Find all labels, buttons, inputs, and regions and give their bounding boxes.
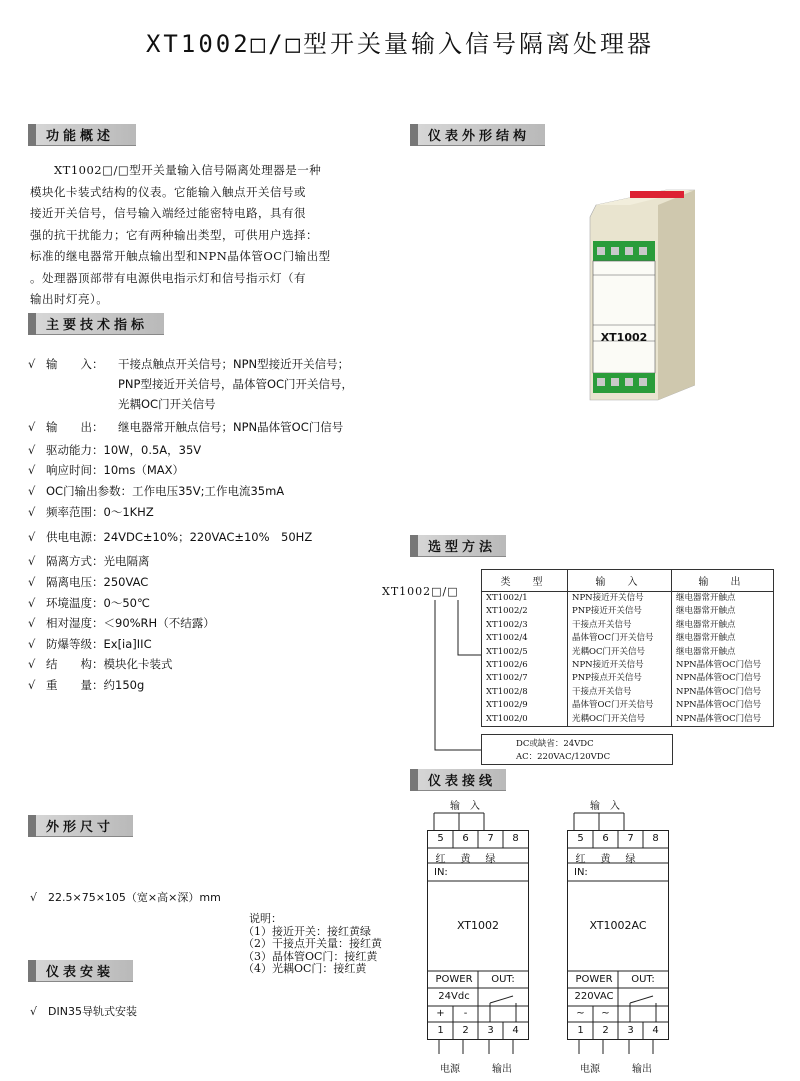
- wiring-left-input-label: 输 入: [450, 801, 480, 812]
- section-wiring: [410, 769, 506, 791]
- section-specs: [28, 313, 164, 335]
- note-item: （4）光耦OC门：接红黄: [243, 962, 367, 975]
- section-dimensions-label: 外形尺寸: [46, 820, 115, 835]
- section-selection-label: 选型方法: [428, 540, 497, 555]
- overview-line: 标准的继电器常开触点输出型和NPN晶体管OC门输出型: [30, 249, 331, 263]
- overview-line: XT1002□/□型开关量输入信号隔离处理器是一种: [54, 163, 322, 177]
- wiring-right-output-text: 输出: [632, 1064, 652, 1075]
- wiring-right-input-label: 输 入: [590, 801, 620, 812]
- spec-item: √ 频率范围：0～1KHZ: [28, 505, 154, 519]
- wiring-left-output-text: 输出: [492, 1064, 512, 1075]
- indicator-led: [630, 191, 684, 198]
- wiring-notes: [243, 913, 382, 976]
- device-illustration: [570, 185, 695, 415]
- spec-item: √ 输 出： 继电器常开触点信号；NPN晶体管OC门信号: [28, 420, 344, 434]
- overview-line: 接近开关信号，信号输入端经过能密特电路，具有很: [30, 206, 306, 220]
- spec-item: √ 重 量：约150g: [28, 678, 145, 692]
- device-label-plate: [593, 261, 655, 373]
- section-appearance-label: 仪表外形结构: [428, 129, 531, 144]
- spec-item: √ 供电电源：24VDC±10%；220VAC±10% 50HZ: [28, 530, 313, 544]
- model-code: XT1002□/□: [382, 585, 459, 598]
- overview-line: 。处理器顶部带有电源供电指示灯和信号指示灯（有: [30, 270, 306, 285]
- section-appearance: [410, 124, 545, 146]
- install-text: DIN35导轨式安装: [48, 1005, 137, 1018]
- wiring-right-power-text: 电源: [580, 1064, 600, 1075]
- overview-line: 模块化卡装式结构的仪表。它能输入触点开关信号或: [30, 184, 306, 199]
- section-dimensions: [28, 815, 133, 837]
- note-item: （2）干接点开关量：接红黄: [243, 937, 382, 950]
- spec-item: 光耦OC门开关信号: [118, 397, 216, 411]
- overview-line: 输出时灯亮）。: [30, 292, 109, 306]
- device-model-label: XT1002: [600, 331, 648, 344]
- spec-item: √ 输 入： 干接点触点开关信号；NPN型接近开关信号；: [28, 357, 350, 371]
- dimension-text: 22.5×75×105（宽×高×深）mm: [48, 891, 221, 904]
- section-install: [28, 960, 133, 982]
- overview-paragraph: [30, 160, 380, 311]
- model-input-column: NPN接近开关信号 PNP接近开关信号 干接点开关信号 晶体管OC门开关信号 光耦OC门开关信号 NPN接近开关信号 PNP接点开关信号 干接点开关信号 晶体管OC门开关信号 光耦OC门开关信号: [568, 592, 672, 727]
- section-selection: [410, 535, 506, 557]
- wiring-left-module: 5 6 7 8 红 黄 绿 IN: XT1002 POWER OUT: 24Vdc + - 1 2 3 4: [427, 830, 529, 1040]
- spec-item: √ 响应时间：10ms（MAX）: [28, 463, 184, 477]
- page-title: XT1002□/□型开关量输入信号隔离处理器: [145, 30, 655, 58]
- spec-item: √ 防爆等级：Ex[ia]IIC: [28, 637, 152, 651]
- section-install-label: 仪表安装: [46, 965, 115, 980]
- model-header-input: 输 入: [568, 570, 672, 592]
- model-header-type: 类 型: [482, 570, 568, 592]
- note-item: （1）接近开关：接红黄绿: [243, 924, 371, 938]
- install-spec: √ DIN35导轨式安装: [30, 1005, 137, 1018]
- section-wiring-label: 仪表接线: [428, 774, 497, 789]
- note-item: （3）晶体管OC门：接红黄: [243, 949, 378, 963]
- spec-item: √ 相对湿度：＜90%RH（不结露）: [28, 616, 215, 630]
- section-overview-label: 功能概述: [46, 129, 115, 144]
- spec-item: √ 环境温度：0～50℃: [28, 596, 150, 610]
- model-header-output: 输 出: [672, 570, 774, 592]
- device-drawing: [570, 185, 695, 415]
- section-overview: [28, 124, 136, 146]
- model-output-column: 继电器常开触点 继电器常开触点 继电器常开触点 继电器常开触点 继电器常开触点 NPN晶体管OC门信号 NPN晶体管OC门信号 NPN晶体管OC门信号 NPN晶体管OC门信号 NPN晶体管OC门信号: [672, 592, 774, 727]
- spec-item: √ 隔离电压：250VAC: [28, 575, 149, 589]
- spec-item: √ 驱动能力：10W，0.5A，35V: [28, 443, 202, 457]
- spec-item: PNP型接近开关信号，晶体管OC门开关信号，: [118, 377, 354, 391]
- wiring-right-model: XT1002AC: [589, 919, 647, 932]
- power-option-dc: DC或缺省：24VDC: [516, 739, 594, 749]
- spec-item: √ 隔离方式：光电隔离: [28, 554, 150, 568]
- dimension-spec: √ 22.5×75×105（宽×高×深）mm: [30, 891, 221, 904]
- spec-item: √ OC门输出参数：工作电压35V;工作电流35mA: [28, 484, 285, 498]
- wiring-left-power-text: 电源: [440, 1064, 460, 1075]
- power-option-ac: AC：220VAC/120VDC: [516, 752, 611, 762]
- section-specs-label: 主要技术指标: [46, 318, 149, 333]
- wiring-left-model: XT1002: [456, 919, 500, 932]
- power-option-box: [481, 734, 673, 765]
- notes-title: 说明：: [249, 912, 282, 925]
- model-type-column: XT1002/1 XT1002/2 XT1002/3 XT1002/4 XT1002/5 XT1002/6 XT1002/7 XT1002/8 XT1002/9 XT1002/0: [482, 592, 568, 727]
- wiring-right-module: 5 6 7 8 红 黄 绿 IN: XT1002AC POWER OUT: 220VAC ~ ~ 1 2 3 4: [567, 830, 669, 1040]
- model-table: [481, 569, 774, 727]
- overview-line: 强的抗干扰能力；它有两种输出类型，可供用户选择：: [30, 227, 318, 242]
- spec-item: √ 结 构：模块化卡装式: [28, 657, 173, 671]
